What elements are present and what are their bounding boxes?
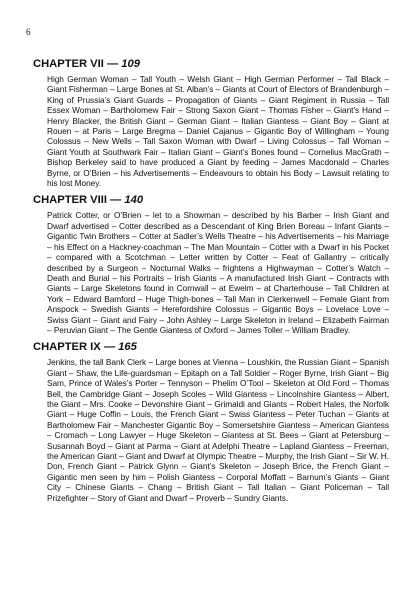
chapter-heading [33,58,389,71]
page-number: 6 [26,27,31,37]
chapter-page-number: 140 [124,194,144,207]
chapter-label: CHAPTER IX [33,341,101,354]
chapter-separator: — [103,58,122,70]
chapter-separator: — [100,341,119,354]
chapter-page-number: 109 [121,58,140,70]
chapter-contents: Jenkins, the tall Bank Clerk – Large bones at Vienna – Loushkin, the Russian Giant – Spanish Giant – Shaw, the Life-guardsman – Epitaph on a Tall Soldier – Roger Byrne, Irish Giant – Big Sam, Prince of Wales’s Porter – Tennyson – Phelim O’Tool – Skeleton at Old Ford – Thomas Bell, the Cambridge Giant – Joseph Scoles – Wild Giantess – Lincolnshire Giantess – Albert, the Giant – Mrs. Cooke – Devonshire Giant – Grimaldi and Giants – Robert Hales, the Norfolk Giant – Huge Coffin – Louis, the French Giant – Swiss Giantess – Peter Tuchan – Giants at Bartholomew Fair – Manchester Gigantic Boy – Somersetshire Giantess – American Giantess – Cromach – Long Lawyer – Huge Skeleton – Giantess at St. Bees – Giant at Petersburg – Susannah Boyd – Giant at Parma – Giant at Adelphi Theatre – Lapland Giantess – Freeman, the American Giant – Giant and Dwarf at Olympic Theatre – Murphy, the Irish Giant – Sir W. H. Don, French Giant – Patrick Glynn – Giant’s Skeleton – Joseph Brice, the French Giant – Gigantic men seen by him – Polish Giantess – Corporal Moffatt – Barnum’s Giants – Giant City – Chinese Giants – Chang – British Giant – Tall Italian – Giant Policeman – Tall Prizefighter – Story of Giant and Dwarf – Proverb – Sundry Giants. [47,357,389,503]
chapter-heading [33,341,389,354]
chapter-page-number: 165 [118,341,137,354]
chapter-separator: — [106,194,125,207]
chapter-contents: High German Woman – Tall Youth – Welsh Giant – High German Performer – Tall Black – Giant Fisherman – Large Bones at St. Alban’s – Giants at Court of Electors of Brandenburgh – King of Prussia’s Giant Guards – Propagation of Giants – Giant Regiment in Russia – Tall Essex Woman – Bartholomew Fair – Strong Saxon Giant – Thomas Fisher – Giant’s Hand – Henry Blacker, the British Giant – German Giant – Italian Giantess – Giant Boy – Giant at Rouen – at Paris – Large Bregma – Daniel Cajanus – Gigantic Boy of Willingham – Young Colossus – New Wells – Tall Saxon Woman with Dwarf – Living Colossus – Tall Woman – Giant Youth at Southwark Fair – Italian Giant – Giant’s Bones found – Cornelius MacGrath – Bishop Berkeley said to have produced a Giant by feeding – James Macdonald – Charles Byrne, or O’Brien – his Advertisements – Endeavours to obtain his Body – Lawsuit relating to his lost Money. [47,74,389,189]
chapter-label: CHAPTER VII [33,58,104,70]
chapter-9 [33,341,389,503]
chapter-8 [33,194,389,335]
chapter-heading [33,194,389,207]
chapter-contents: Patrick Cotter, or O’Brien – let to a Showman – described by his Barber – Irish Giant and Dwarf advertised – Cotter described as a Descendant of King Brien Boreau – Infant Giants – Gigantic Twin Brothers – Cotter at Sadler’s Wells Theatre – his Advertisements – his Marriage – his Effect on a Hackney-coachman – The Man Mountain – Cotter with a Dwarf in his Pocket – compared with a Scotchman – Letter written by Cotter – Feat of Gallantry – critically described by a Surgeon – Nocturnal Walks – frightens a Highwayman – Cotter’s Watch – Death and Burial – his Portraits – Irish Giants – A manufactured Irish Giant – Contracts with Giants – Large Skeletons found in Cornwall – at Ewelm – at Charterhouse – Tall Children at York – Edward Bamford – Huge Thigh-bones – Tall Man in Clerkenwell – Female Giant from Anspock – Swedish Giants – Herefordshire Colossus – Gigantic Boys – Lovelace Love – Swiss Giant – Giant and Fairy – John Ashley – Large Skeleton in Ireland – Elizabeth Fairman – Peruvian Giant – The Gentle Giantess of Oxford – James Toller – William Bradley. [47,210,389,335]
chapter-label: CHAPTER VIII [33,194,107,207]
chapter-7 [33,58,389,188]
table-of-contents [33,58,389,509]
